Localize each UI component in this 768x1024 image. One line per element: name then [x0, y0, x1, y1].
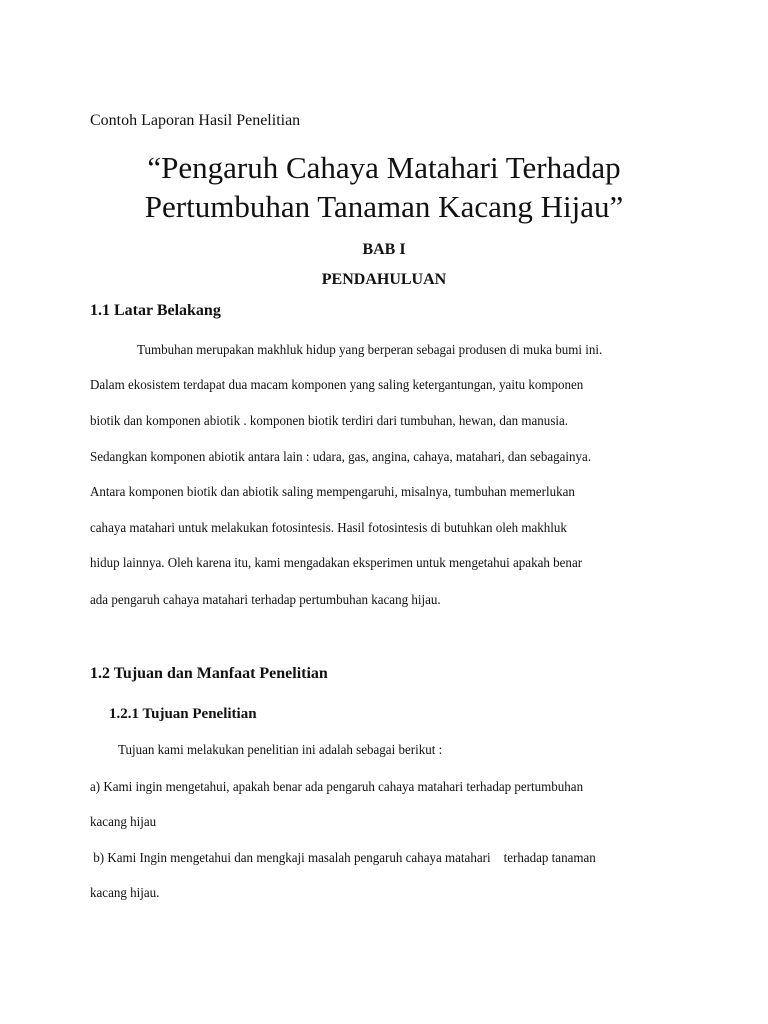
paragraph-line: Tujuan kami melakukan penelitian ini adalah sebagai berikut :	[118, 743, 443, 758]
list-item-continuation: kacang hijau.	[90, 886, 160, 901]
paragraph-line: biotik dan komponen abiotik . komponen biotik terdiri dari tumbuhan, hewan, dan manusia.	[90, 414, 569, 429]
document-pretitle: Contoh Laporan Hasil Penelitian	[90, 112, 301, 129]
subsection-heading-tujuan: 1.2.1 Tujuan Penelitian	[109, 706, 257, 722]
paragraph-line: cahaya matahari untuk melakukan fotosintesis. Hasil fotosintesis di butuhkan oleh makhluk	[90, 521, 567, 536]
chapter-number: BAB I	[362, 241, 406, 258]
document-title-line: Pertumbuhan Tanaman Kacang Hijau”	[144, 189, 624, 224]
document-title-line: “Pengaruh Cahaya Matahari Terhadap	[147, 150, 621, 185]
paragraph-line: Sedangkan komponen abiotik antara lain : udara, gas, angina, cahaya, matahari, dan sebagainya.	[90, 450, 592, 465]
list-item: a) Kami ingin mengetahui, apakah benar ada pengaruh cahaya matahari terhadap pertumbuhan	[90, 780, 584, 795]
paragraph-line: Tumbuhan merupakan makhluk hidup yang berperan sebagai produsen di muka bumi ini.	[137, 343, 603, 358]
paragraph-line: Antara komponen biotik dan abiotik saling mempengaruhi, misalnya, tumbuhan memerlukan	[90, 485, 575, 500]
paragraph-line: Dalam ekosistem terdapat dua macam komponen yang saling ketergantungan, yaitu komponen	[90, 378, 584, 393]
section-heading-tujuan-manfaat: 1.2 Tujuan dan Manfaat Penelitian	[90, 665, 328, 682]
paragraph-line: ada pengaruh cahaya matahari terhadap pertumbuhan kacang hijau.	[90, 593, 441, 608]
chapter-title: PENDAHULUAN	[321, 271, 447, 288]
paragraph-line: hidup lainnya. Oleh karena itu, kami mengadakan eksperimen untuk mengetahui apakah benar	[90, 556, 583, 571]
section-heading-latar-belakang: 1.1 Latar Belakang	[90, 302, 221, 319]
list-item: b) Kami Ingin mengetahui dan mengkaji masalah pengaruh cahaya matahari terhadap tanaman	[90, 851, 596, 866]
list-item-continuation: kacang hijau	[90, 815, 157, 830]
